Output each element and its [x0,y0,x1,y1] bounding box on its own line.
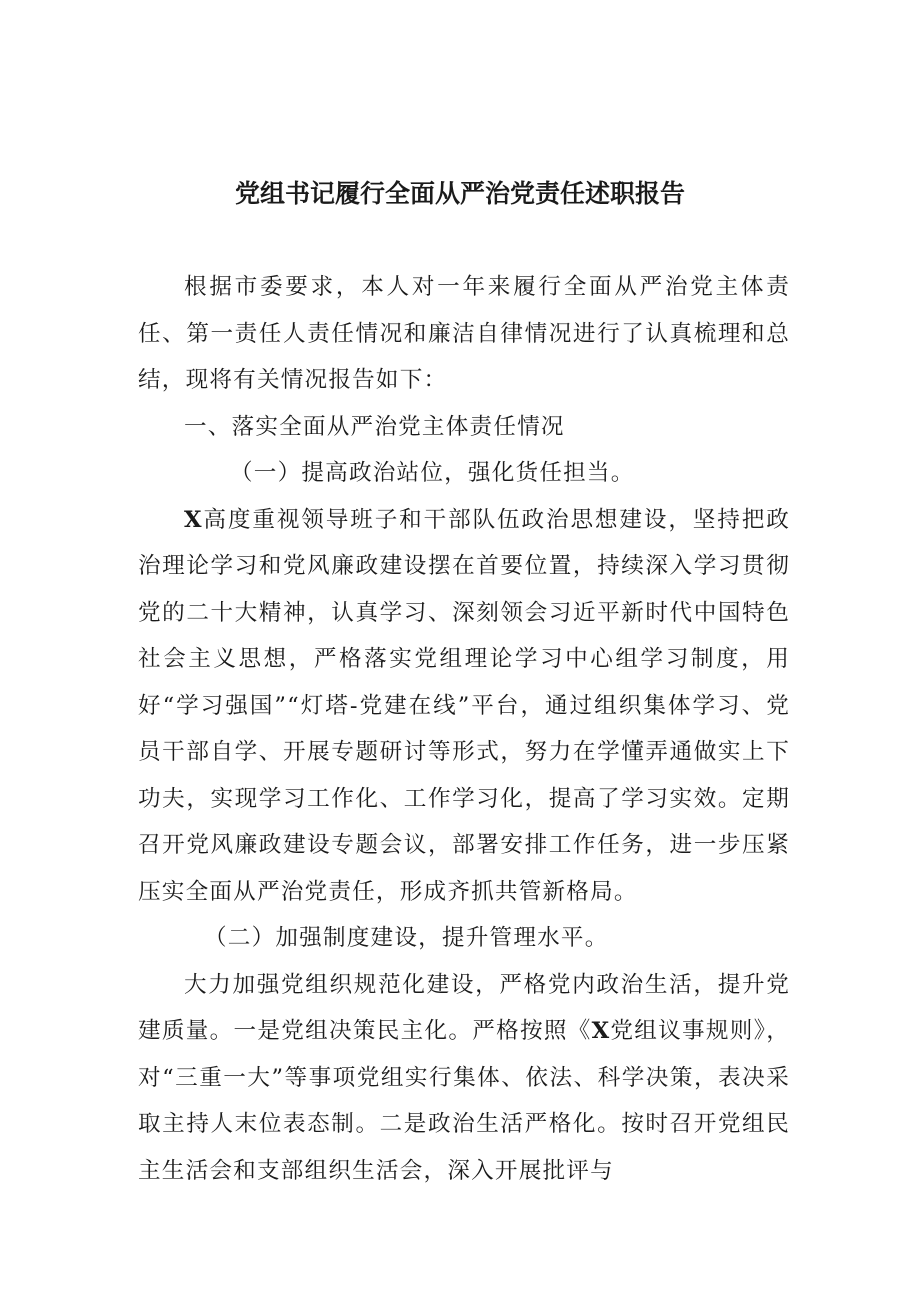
subsection-heading-1: （一）提高政治站位，强化货任担当。 [230,460,635,486]
paragraph-bold-x: X [591,1018,611,1044]
document-body [138,264,790,1194]
body-paragraph-1 [138,497,790,916]
intro-paragraph: 根据市委要求，本人对一年来履行全面从严治党主体责任、第一责任人责任情况和廉洁自律情况进行了认真梳理和总结，现将有关情况报告如下： [138,274,790,393]
paragraph-text-post: 党组议事规则》，对“三重一大”等事项党组实行集体、依法、科学决策，表决采取主持人末位表态制。二是政治生活严格化。按时召开党组民主生活会和支部组织生活会，深入开展批评与 [138,1018,790,1184]
paragraph-text-pre: 大力加强党组织规范化建设，严格党内政治生活，提升党建质量。一是党组决策民主化。严格按照《 [138,971,790,1044]
subsection-heading-2: （二）加强制度建设，提升管理水平。 [204,925,609,951]
section-heading-1: 一、落实全面从严治党主体责任情况 [184,413,565,440]
paragraph-lead: X [184,506,203,533]
document-title: 党组书记履行全面从严治党责任述职报告 [234,179,685,208]
body-paragraph-2 [138,962,790,1195]
paragraph-text: 高度重视领导班子和干部队伍政治思想建设，坚持把政治理论学习和党风廉政建设摆在首要位置，持续深入学习贯彻党的二十大精神，认真学习、深刻领会习近平新时代中国特色社会主义思想，严格落实党组理论学习中心组学习制度，用好“学习强国”“灯塔-党建在线”平台，通过组织集体学习、党员干部自学、开展专题研讨等形式，努力在学懂弄通做实上下功夫，实现学习工作化、工作学习化，提高了学习实效。定期召开党风廉政建设专题会议，部署安排工作任务，进一步压紧压实全面从严治党责任，形成齐抓共管新格局。 [138,506,790,905]
